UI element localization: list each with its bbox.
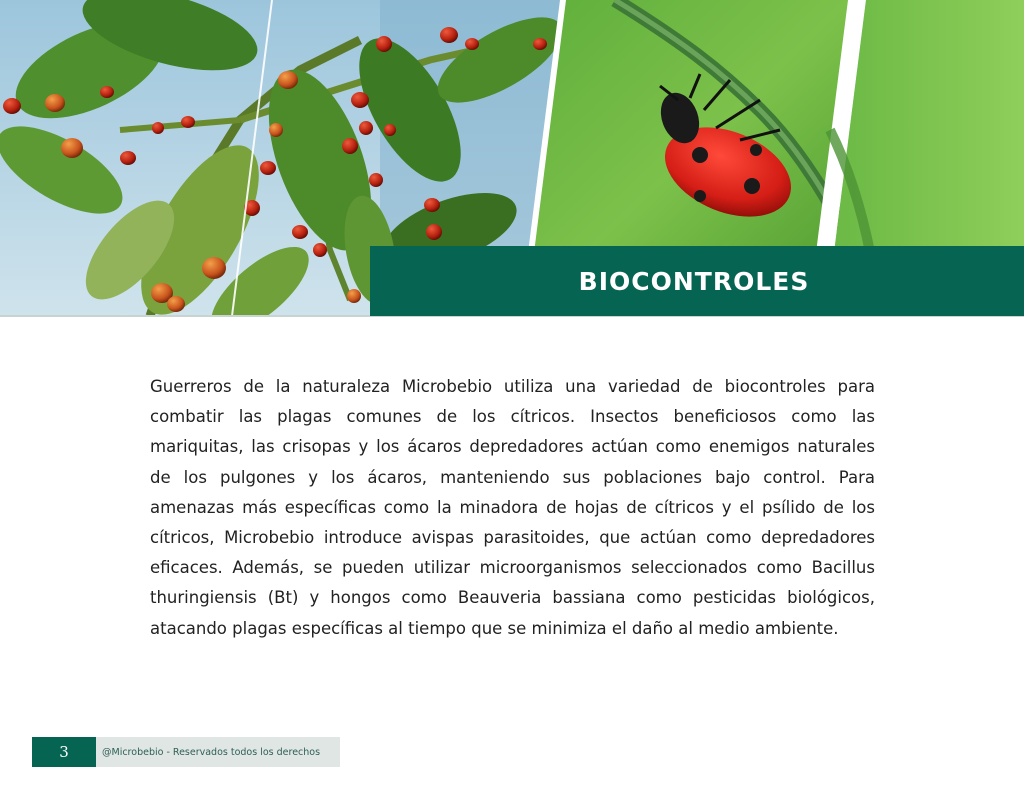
page-title: BIOCONTROLES <box>578 266 810 296</box>
page-number: 3 <box>32 737 96 767</box>
body-paragraph: Guerreros de la naturaleza Microbebio utiliza una variedad de biocontroles para combatir las plagas comunes de los cítricos. Insectos beneficiosos como las mariquitas, las crisopas y los ácaros depredadores actúan como enemigos naturales de los pulgones y los ácaros, manteniendo sus poblaciones bajo control. Para amenazas más específicas como la minadora de hojas de cítricos y el psílido de los cítricos, Microbebio introduce avispas parasitoides, que actúan como depredadores eficaces. Además, se pueden utilizar microorganismos seleccionados como Bacillus thuringiensis (Bt) y hongos como Beauveria bassiana como pesticidas biológicos, atacando plagas específicas al tiempo que se minimiza el daño al medio ambiente. <box>150 377 875 638</box>
title-banner <box>370 246 1024 316</box>
copyright-notice: @Microbebio - Reservados todos los derechos <box>96 737 340 767</box>
page-footer <box>32 737 340 767</box>
